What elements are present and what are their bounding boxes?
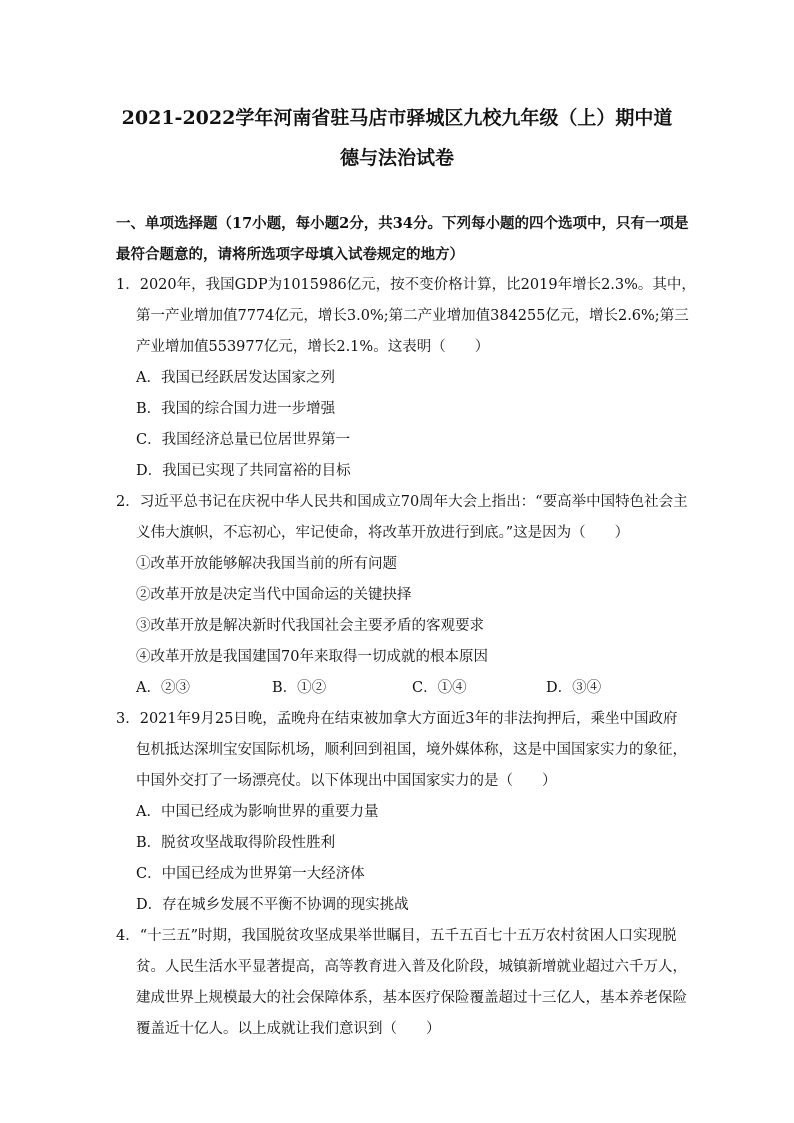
exam-title-line-1: 2021-2022学年河南省驻马店市驿城区九校九年级（上）期中道	[121, 107, 673, 129]
question-2-statement-2: ②改革开放是决定当代中国命运的关键抉择	[136, 587, 412, 603]
question-4-stem-line: 覆盖近十亿人。以上成就让我们意识到（ ）	[136, 1021, 441, 1037]
question-1-stem-line: 1．2020年，我国GDP为1015986亿元，按不变价格计算，比2019年增长2.3%。其中，	[116, 277, 696, 293]
question-2-option-b: B．①②	[272, 680, 327, 696]
section-heading-line-2: 最符合题意的，请将所选项字母填入试卷规定的地方）	[116, 246, 464, 263]
question-3-option-c: C．中国已经成为世界第一大经济体	[136, 866, 365, 882]
question-2-stem-line: 义伟大旗帜，不忘初心，牢记使命，将改革开放进行到底。”这是因为（ ）	[136, 525, 630, 541]
question-3-option-a: A．中国已经成为影响世界的重要力量	[136, 804, 379, 820]
question-1-stem-line: 产业增加值553977亿元，增长2.1%。这表明（ ）	[136, 339, 490, 355]
question-4-stem-line: 建成世界上规模最大的社会保障体系，基本医疗保险覆盖超过十三亿人，基本养老保险	[136, 990, 687, 1006]
question-4-stem-line: 贫。人民生活水平显著提高，高等教育进入普及化阶段，城镇新增就业超过六千万人，	[136, 959, 687, 975]
question-1-option-b: B．我国的综合国力进一步增强	[136, 401, 336, 417]
exam-title-line-2: 德与法治试卷	[339, 147, 454, 169]
question-2-option-d: D．③④	[546, 680, 602, 696]
question-3-stem-line: 包机抵达深圳宝安国际机场，顺利回到祖国，境外媒体称，这是中国国家实力的象征，	[136, 742, 687, 758]
question-1-option-a: A．我国已经跃居发达国家之列	[136, 370, 335, 386]
question-2-statement-3: ③改革开放是解决新时代我国社会主要矛盾的客观要求	[136, 618, 484, 634]
question-3-stem-line: 3．2021年9月25日晚，孟晚舟在结束被加拿大方面近3年的非法拘押后，乘坐中国政府	[116, 711, 678, 727]
question-3-option-d: D．存在城乡发展不平衡不协调的现实挑战	[136, 897, 409, 913]
question-1-option-c: C．我国经济总量已位居世界第一	[136, 432, 351, 448]
question-4-stem-line: 4．“十三五”时期，我国脱贫攻坚成果举世瞩目，五千五百七十五万农村贫困人口实现脱	[116, 928, 677, 944]
question-1-stem-line: 第一产业增加值7774亿元，增长3.0%;第二产业增加值384255亿元，增长2.6%;第三	[136, 308, 689, 324]
question-3-option-b: B．脱贫攻坚战取得阶段性胜利	[136, 835, 336, 851]
section-heading-line-1: 一、单项选择题（17小题，每小题2分，共34分。下列每小题的四个选项中，只有一项是	[116, 215, 689, 232]
question-2-option-a: A．②③	[136, 680, 190, 696]
question-2-option-c: C．①④	[412, 680, 467, 696]
question-2-statement-4: ④改革开放是我国建国70年来取得一切成就的根本原因	[136, 649, 488, 665]
question-2-stem-line: 2．习近平总书记在庆祝中华人民共和国成立70周年大会上指出：“要高举中国特色社会主	[116, 494, 688, 510]
question-3-stem-line: 中国外交打了一场漂亮仗。以下体现出中国国家实力的是（ ）	[136, 773, 557, 789]
question-1-option-d: D．我国已实现了共同富裕的目标	[136, 463, 351, 479]
question-2-statement-1: ①改革开放能够解决我国当前的所有问题	[136, 556, 397, 572]
